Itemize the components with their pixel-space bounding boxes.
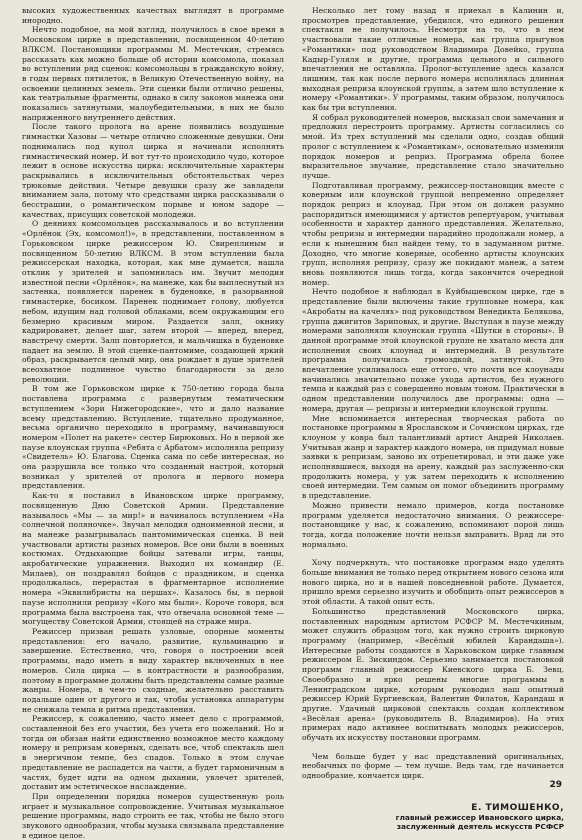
paragraph: Можно привести немало примеров, когда постановке программ уделяется недостаточно внимания. О режиссере-постановщике у нас, к сожалению, вспоминают порой лишь тогда, когда положение почти нельзя выправить. Вряд ли это нормально.: [302, 500, 564, 549]
paragraph: высоких художественных качествах выглядят в программе инородно.: [22, 6, 284, 25]
paragraph: После такого пролога на арене появились воздушные гимнастки Хазовы — четыре отлично сложенные девушки. Они поднимались под купол цирка и начинали исполнять гимнастический номер. И вот тут-то происходило чудо, которое лежит в основе искусства цирка: исключительные характеры раскрывались в исключительных обстоятельствах через трюковые действия. Четыре девушки сразу же завладели вниманием зала, потому что средствами цирка рассказывали о бесстрашии, о романтическом порыве и юном задоре — качествах, присущих советской молодежи.: [22, 122, 284, 219]
paragraph: Мне вспоминается интересная творческая работа по постановке программы в Ярославском и Сочинском цирках, где клоуном у ковра был талантливый артист Андрей Николаев. Учитывая жанр и характер каждого номера, он придумал новые заявки к репризам, заново их отрепетировал, и эти даже уже исполнявшиеся, выходя на арену, каждый раз заслуженно-ски продолжить номера, у уж затем переходить к исполнению своей интермедии. Тем самым он помог объединить программу в представление.: [302, 413, 564, 501]
paragraph: В том же Горьковском цирке к 750-летию города была поставлена программа с развернутым тематическим вступлением «Зори Нижегородские», что и дало название всему представлению. Вступление, тщательно продуманное, весьма органично переходило в программу, начинавшуюся номером «Полет на ракете» сестер Бирюковых. Но в первой же паузе клоунская группа «Ребята с Арбатом» исполняла репризу «Свидетель» Ю. Благова. Сценка сама по себе интересная, но она разрушила все только что созданный настрой, который возникал у зрителей от пролога и первого номера представления.: [22, 384, 284, 491]
page-number: 29: [549, 780, 562, 790]
paragraph: Нечто подобное я наблюдал в Куйбышевском цирке, где в представление были включены такие групповые номера, как «Акробаты на качелях» под руководством Венедикта Беляковa, группа джигитов Зариповых, и другие. Выступая в паузе между номерами заполняли клоунская группа «Шутки в стороны». В данной программе этой клоунской группе не хватало места для исполнения своих клоунад и интермедий. В результате программа получилась громоздкой, затянутой. Это впечатление усиливалось еще оттого, что почти все клоунады начинались значительно позже ухода артистов, без нужного темпа и каждый раз с совершенно новым тоном. Практически в одном представлении получилось две программы: одна — номера, другая — репризы и интермедии клоунской группы.: [302, 287, 564, 413]
paragraph: Как-то я поставил в Ивановском цирке программу, посвященную Дню Советской Армии. Представление называлось «Мы — за мир!» и начиналось вступлением «На солнечной поляночке». Звучал мелодия одноименной песни, и на манеже разыгрывалась пантомимическая сценка. В ней участвовали артисты разных номеров. Все они были в военных костюмах. Отдыхающие бойцы затевали игры, танцы, акробатические упражнения. Выходил их командир (Е. Милаев), он поздравлял бойцов с праздником, и сценка продолжалась, перерастая в фрагментарное исполнение номера «Эквилибристы на першах». Казалось бы, в первой паузе исполнили репризу «Кого мы были». Короче говоря, вся программа была выстроена так, что отвечала основной теме — могуществу Советской Армии, стоящей на страже мира.: [22, 491, 284, 627]
paragraph: Хочу подчеркнуть, что постановке программ надо уделять больше внимания не только перед открытием нового сезона или нового цирка, но и в нашей повседневной работе. Думается, пришло время серьезно изучить и обобщить опыт режиссеров в этой области. А такой опыт есть.: [302, 558, 565, 607]
paragraph: Большинство представлений Московского цирка, поставленных народным артистом РСФСР М. Местечкиным, может служить образцом того, как нужно строить цирковую программу (например, «Весёлый юбилей Карандаша»). Интересные работы создаются в Харьковском цирке главным режиссером Е. Зискиндом. Серьезно занимается постановкой программ главный режиссер Киевского цирка Б. Зевц. Своеобразно и ярко решены многие программы в Ленинградском цирке, которым руководил наш опытный режиссер Юрий Бургиевская, Валентин Филатов, Карандаш и другие. Удачный цирковой спектакль создан коллективом «Весёлая арена» (руководитель В. Владимиров). На этих примерах надо активнее воспитывать молодых режиссеров, обучать их искусству постановки программ.: [302, 606, 564, 743]
right-column: [302, 6, 564, 832]
author-role: главный режиссер Ивановского цирка,: [395, 812, 564, 822]
paragraph: Несколько лет тому назад я приехал в Калинин и, просмотрев представление, убедился, что единого решения спектакля не получилось. Несмотря на то, что в нем участвовали такие отличные номера, как группа прыгунов «Романтики» под руководством Владимира Довейко, группа Кадыр-Гуляля и другие, программа цельного и сильного впечатления не оставляла. Пролог-вступление здесь казался лишним, так как после первого номера исполнялась длинная выходная реприза клоунской группы, а затем шло вступление к номеру «Романтики». У программы, таким образом, получилось как бы три вступления.: [302, 6, 564, 113]
author-title: заслуженный деятель искусств РСФСР: [396, 822, 564, 832]
paragraph: Режиссер призван решать узловые, опорные моменты представления: его начало, развитие, кульминацию и завершение. Естественно, что, говоря о построении всей программы, надо иметь в виду характер включенных в нее номеров. Сила цирка — в контрастности и разнообразии, поэтому в программе должны быть представлены самые разные жанры. Номера, в чем-то сходные, желательно расставить подальше один от другого и так, чтобы установка аппаратуры не снижала темпа и ритма представления.: [22, 627, 284, 714]
author-name: Е. ТИМОШЕНКО,: [471, 802, 564, 813]
paragraph: Я собрал руководителей номеров, высказал свои замечания и предложил перестроить программу. Артисты согласились со мной. Из трех вступлений мы сделали одно, создав общий пролог с вступлением к «Романтикам», основательно изменили порядок номеров и реприз. Программа обрела более выразительное звучание, представление стало значительно лучше.: [302, 112, 564, 180]
paragraph: При определении порядка номеров существенную роль играет и музыкальное сопровождение. Учитывая музыкальное решение программы, надо строить ее так, чтобы не было этого звукового однообразия, чтобы музыка связывала представление в единое целое.: [22, 791, 284, 840]
paragraph: Подготавливая программу, режиссер-постановщик вместе с коверным или клоунской группой непременно определяет порядок реприз и клоунад. При этом он должен разумно распорядиться имеющимися у артистов репертуаром, учитывая особенности и характер данного представления. Желательно, чтобы репризы и интермедии парадийно продолжали номер, а если к нынешним был найден тему, то в задуманном ритме. Доходно, что многие коверные, особенно артисты клоунских групп, исполняя репризу, сразу же покидают манеж, а затем вновь появляются лишь тогда, когда закончится очередной номер.: [302, 180, 564, 287]
left-column: [22, 6, 284, 840]
paragraph: О деяниях комсомольцев рассказывалось и во вступлении «Орлёнок (Эх, комсомол!)», в представлении, поставленном в Горьковском цирке режиссером Ю. Свиреплиным и посвященном 50-летию ВЛКСМ. В этом вступлении была режиссерская находка, которая, как мне думается, нашла отклик у зрителей и запомнилась им. Звучит мелодия известной песни «Орлёнок», на манеже, как бы выплеснутый из застенка, появляется паренек в буденовке, в разорванной гимнастерке, босиком. Паренек поднимает голову, любуется небом, идущим над головой облаками, всем окружающим его безмерно красивым миром. Раздается залп, окнику кадрированет, делает шаг, затем второй — вперед, вперед, навстречу смерти. Залп повторяется, и мальчишка в буденовке падает на землю. В этой сценке-пантомиме, создающей яркий образ, раскрывается целый мир, она рождает в душе зрителей всеохватное подлинное чувство благодарности за дело революции.: [22, 219, 284, 384]
paragraph: Нечто подобное, на мой взгляд, получилось в свое время в Московском цирке в представлении, посвященном 40-летию ВЛКСМ. Постановщики программы М. Местечкин, стремясь рассказать как можно больше об истории комсомола, показал во вступлении ряд сценок: комсомольцы в гражданскую войну, в годы первых пятилеток, в Великую Отечественную войну, на освоении целинных земель. Эти сценки были отлично решены, как театральные фрагменты, однако в силу законов манежа они показались затянутыми, малоубедительными, в них не было напряженного внутреннего действия.: [22, 25, 284, 122]
paragraph: Чем больше будет у нас представлений оригинальных, необычных по форме — тем лучше. Ведь там, где начинается однообразие, кончается цирк.: [302, 751, 564, 781]
paragraph: Режиссер, к сожалению, часто имеет дело с программой, составленной без его участия, без учета его пожеланий. Но и тогда он обязан найти единственно возможное место каждому номеру и репризам коверных, сделать все, чтоб спектакль шел в энергичном темпе, без спадов. Только в этом случае представление не распадется на части, а будет гармоничным в частях, будет идти на одном дыхании, увлечет зрителей, доставит им эстетическое наслаждение.: [22, 714, 284, 792]
author-signature: [302, 803, 564, 832]
